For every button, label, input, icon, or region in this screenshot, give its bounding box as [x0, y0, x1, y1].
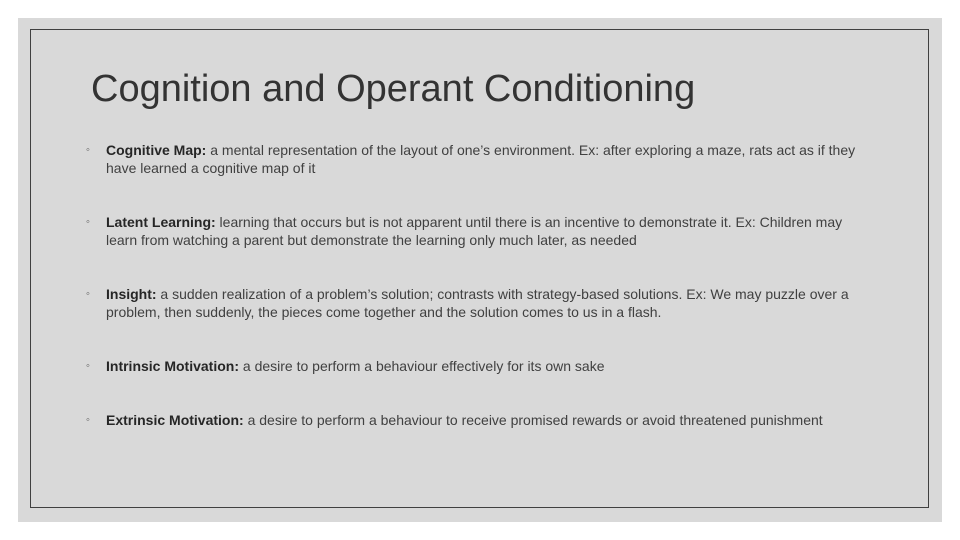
bullet-icon: ◦ — [86, 216, 90, 228]
bullet-item-intrinsic-motivation — [84, 357, 874, 375]
slide-title: Cognition and Operant Conditioning — [91, 68, 696, 110]
bullet-term: Intrinsic Motivation: — [106, 358, 239, 374]
bullet-definition: a mental representation of the layout of one’s environment. Ex: after exploring a maze, rats act as if they have learned a cognitive map of it — [106, 142, 856, 176]
bullet-term: Latent Learning: — [106, 214, 216, 230]
bullet-definition: a sudden realization of a problem’s solution; contrasts with strategy-based solutions. Ex: We may puzzle over a problem, then suddenly, the pieces come together and the solution comes to us in a flash. — [106, 286, 849, 320]
bullet-definition: learning that occurs but is not apparent until there is an incentive to demonstrate it. Ex: Children may learn from watching a parent but demonstrate the learning only much later, as needed — [106, 214, 843, 248]
bullet-icon: ◦ — [86, 144, 90, 156]
bullet-icon: ◦ — [86, 288, 90, 300]
bullet-term: Extrinsic Motivation: — [106, 412, 244, 428]
bullet-item-insight — [84, 285, 874, 321]
bullet-term: Insight: — [106, 286, 157, 302]
bullet-list — [84, 141, 874, 429]
bullet-item-latent-learning — [84, 213, 874, 249]
bullet-definition: a desire to perform a behaviour to receive promised rewards or avoid threatened punishment — [243, 412, 823, 428]
bullet-term: Cognitive Map: — [106, 142, 207, 158]
bullet-icon: ◦ — [86, 360, 90, 372]
bullet-item-cognitive-map — [84, 141, 874, 177]
bullet-definition: a desire to perform a behaviour effectively for its own sake — [239, 358, 605, 374]
bullet-item-extrinsic-motivation — [84, 411, 874, 429]
bullet-icon: ◦ — [86, 414, 90, 426]
